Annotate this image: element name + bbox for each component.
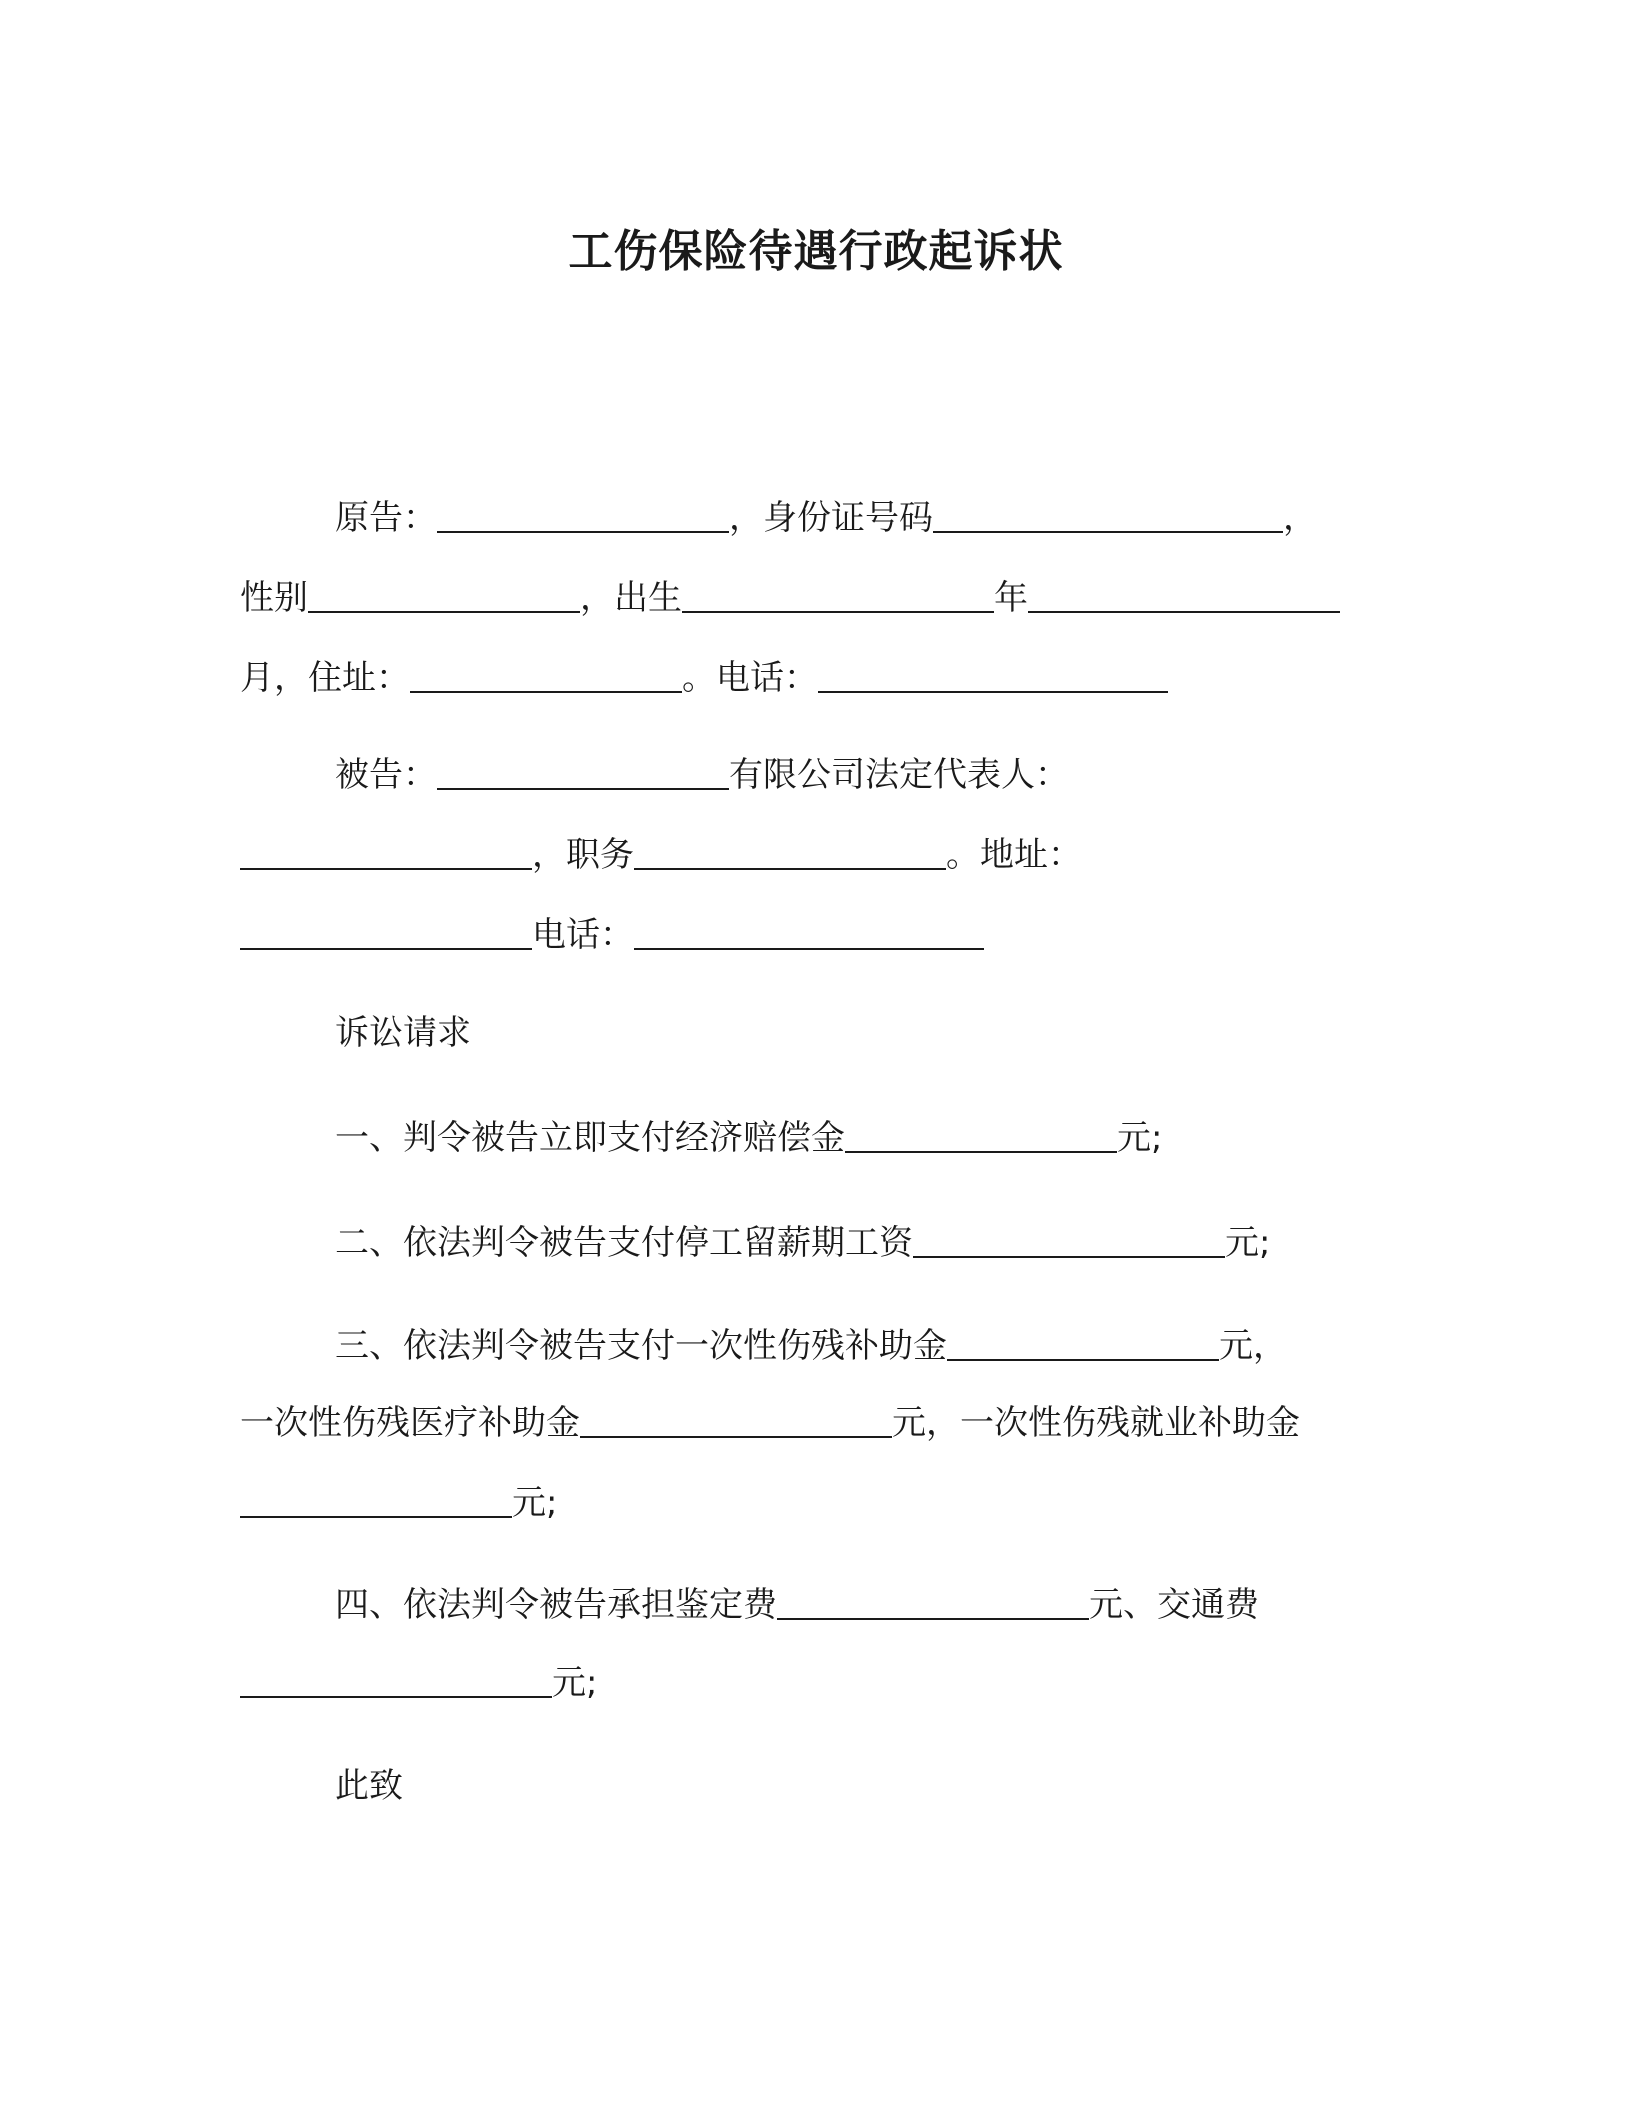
plaintiff-name-blank: [437, 497, 729, 533]
claims-heading: 诉讼请求: [335, 1013, 471, 1053]
birth-label: ，出生: [580, 578, 682, 618]
claim-1-end: 元;: [1117, 1118, 1163, 1158]
position-label: ，职务: [532, 835, 634, 875]
gender-label: 性别: [240, 578, 308, 618]
claim-3-employment-label: 元，一次性伤残就业补助金: [892, 1403, 1300, 1443]
year-label: 年: [994, 578, 1028, 618]
id-number-blank: [933, 497, 1283, 533]
address-label: 月，住址：: [240, 658, 410, 698]
claim-4-appraisal-blank: [777, 1584, 1089, 1620]
phone-label: 。电话：: [682, 658, 818, 698]
claim-3: [335, 1323, 1287, 1369]
legal-rep-blank: [240, 834, 532, 870]
gender-blank: [308, 577, 580, 613]
birth-month-blank: [1028, 577, 1340, 613]
claim-1-blank: [845, 1117, 1117, 1153]
address-blank: [410, 657, 682, 693]
claim-3-medical-blank: [580, 1402, 892, 1438]
defendant-line-3: [240, 912, 984, 958]
claim-3-line-3: [240, 1480, 557, 1526]
claim-3-line-3-end: 元;: [512, 1483, 558, 1523]
claim-3-line-2: [240, 1400, 1300, 1446]
company-label: 有限公司法定代表人：: [729, 755, 1069, 795]
claim-4-text: 四、依法判令被告承担鉴定费: [335, 1585, 777, 1625]
defendant-phone-blank: [634, 914, 984, 950]
claim-3-end: 元，: [1219, 1326, 1287, 1366]
claim-4-line-2: [240, 1660, 597, 1706]
defendant-name-blank: [437, 754, 729, 790]
document-title: 工伤保险待遇行政起诉状: [568, 226, 1064, 277]
position-blank: [634, 834, 946, 870]
claim-3-blank: [947, 1325, 1219, 1361]
defendant-address-label: 。地址：: [946, 835, 1082, 875]
defendant-label: 被告：: [335, 755, 437, 795]
claim-3-employment-blank: [240, 1482, 512, 1518]
claim-2-blank: [913, 1222, 1225, 1258]
claim-2-end: 元;: [1225, 1223, 1271, 1263]
plaintiff-label: 原告：: [335, 498, 437, 538]
defendant-address-blank: [240, 914, 532, 950]
defendant-phone-label: 电话：: [532, 915, 634, 955]
claim-1: [335, 1115, 1162, 1161]
claim-4-transport-blank: [240, 1662, 552, 1698]
claim-1-text: 一、判令被告立即支付经济赔偿金: [335, 1118, 845, 1158]
punct: ，: [1283, 498, 1317, 538]
claim-4: [335, 1582, 1259, 1628]
plaintiff-line-3: [240, 655, 1168, 701]
claim-4-transport-label: 元、交通费: [1089, 1585, 1259, 1625]
claim-3-medical-label: 一次性伤残医疗补助金: [240, 1403, 580, 1443]
claim-2-text: 二、依法判令被告支付停工留薪期工资: [335, 1223, 913, 1263]
plaintiff-line-1: [335, 495, 1317, 541]
defendant-line-1: [335, 752, 1069, 798]
phone-blank: [818, 657, 1168, 693]
birth-year-blank: [682, 577, 994, 613]
claim-3-text: 三、依法判令被告支付一次性伤残补助金: [335, 1326, 947, 1366]
claim-4-line-2-end: 元;: [552, 1663, 598, 1703]
closing: 此致: [335, 1766, 403, 1806]
defendant-line-2: [240, 832, 1082, 878]
id-number-label: ，身份证号码: [729, 498, 933, 538]
claim-2: [335, 1220, 1270, 1266]
plaintiff-line-2: [240, 575, 1340, 621]
